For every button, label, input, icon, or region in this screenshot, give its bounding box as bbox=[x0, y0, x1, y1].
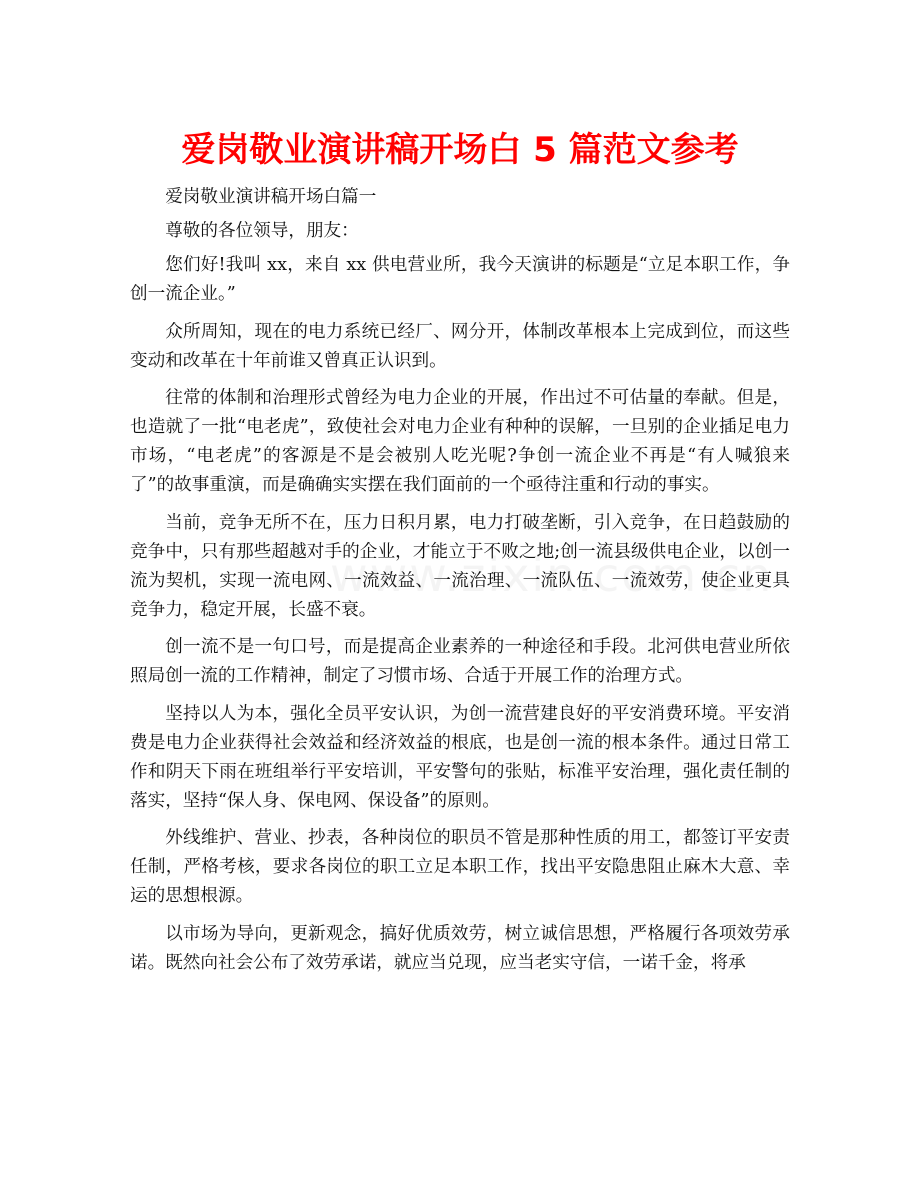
section-heading: 爱岗敬业演讲稿开场白篇一 bbox=[165, 187, 377, 207]
paragraph: 坚持以人为本，强化全员平安认识，为创一流营建良好的平安消费环境。平安消费是电力企业获得社会效益和经济效益的根底，也是创一流的根本条件。通过日常工作和阴天下雨在班组举行平安培训，平安警句的张贴，标准平安治理，强化责任制的落实，坚持“保人身、保电网、保设备”的原则。 bbox=[130, 703, 790, 811]
paragraph: 往常的体制和治理形式曾经为电力企业的开展，作出过不可估量的奉献。但是，也造就了一批“电老虎”，致使社会对电力企业有种种的误解，一旦别的企业插足电力市场，“电老虎”的客源是不是会被别人吃光呢?争创一流企业不再是“有人喊狼来了”的故事重演，而是确确实实摆在我们面前的一个亟待注重和行动的事实。 bbox=[130, 388, 790, 495]
paragraph: 当前，竞争无所不在，压力日积月累，电力打破垄断，引入竞争，在日趋鼓励的竞争中，只有那些超越对手的企业，才能立于不败之地;创一流县级供电企业，以创一流为契机，实现一流电网、一流效益、一流治理、一流队伍、一流效劳，使企业更具竞争力，稳定开展，长盛不衰。 bbox=[130, 512, 790, 620]
paragraph: 外线维护、营业、抄表，各种岗位的职员不管是那种性质的用工，都签订平安责任制，严格考核，要求各岗位的职工立足本职工作，找出平安隐患阻止麻木大意、幸运的思想根源。 bbox=[130, 828, 790, 906]
paragraph: 创一流不是一句口号，而是提高企业素养的一种途径和手段。北河供电营业所依照局创一流的工作精神，制定了习惯市场、合适于开展工作的治理方式。 bbox=[130, 637, 790, 686]
paragraph: 您们好!我叫 xx，来自 xx 供电营业所，我今天演讲的标题是“立足本职工作，争创一流企业。” bbox=[130, 255, 790, 304]
document-title: 爱岗敬业演讲稿开场白 5 篇范文参考 bbox=[181, 130, 739, 170]
document-body bbox=[130, 183, 790, 986]
salutation: 尊敬的各位领导，朋友： bbox=[165, 221, 359, 241]
paragraph: 众所周知，现在的电力系统已经厂、网分开，体制改革根本上完成到位，而这些变动和改革在十年前谁又曾真正认识到。 bbox=[130, 321, 790, 371]
paragraph: 以市场为导向，更新观念，搞好优质效劳，树立诚信思想，严格履行各项效劳承诺。既然向社会公布了效劳承诺，就应当兑现，应当老实守信，一诺千金，将承 bbox=[130, 923, 790, 973]
